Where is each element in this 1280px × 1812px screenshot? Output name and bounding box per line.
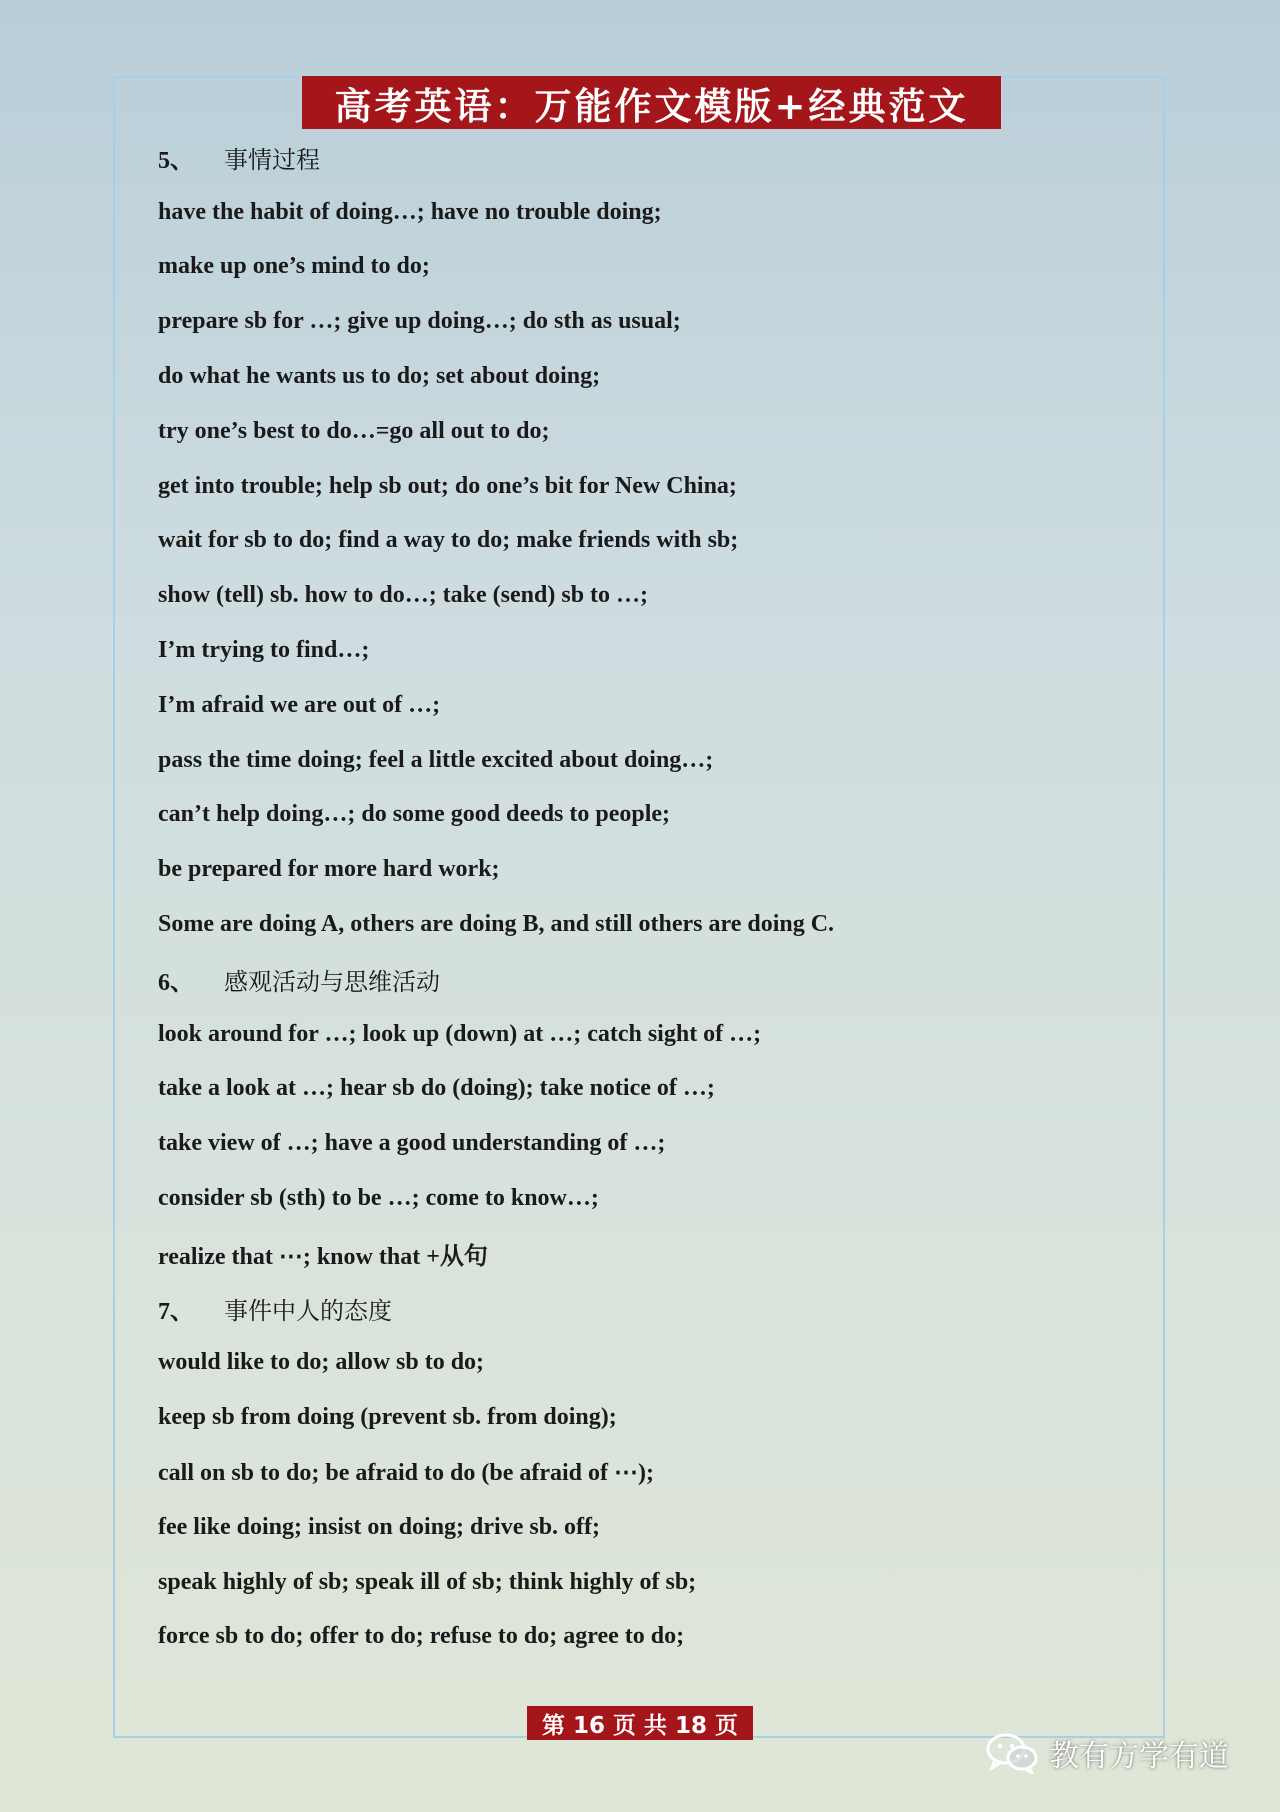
- phrase-line: would like to do; allow sb to do;: [158, 1349, 485, 1376]
- section-title: 事情过程: [224, 145, 320, 174]
- phrase-line: try one’s best to do…=go all out to do;: [158, 417, 550, 444]
- page-number-label: 第 16 页 共 18 页: [527, 1706, 753, 1740]
- phrase-line: I’m afraid we are out of …;: [158, 691, 441, 718]
- content-area: [158, 130, 1138, 1664]
- phrase-line: fee like doing; insist on doing; drive sb. off;: [158, 1513, 601, 1540]
- watermark-text: 教有方学有道: [1049, 1739, 1229, 1774]
- phrase-line: have the habit of doing…; have no trouble doing;: [158, 198, 662, 225]
- phrase-line: wait for sb to do; find a way to do; make friends with sb;: [158, 527, 739, 554]
- page-title: 高考英语：万能作文模版+经典范文: [302, 76, 1001, 129]
- section-title: 感观活动与思维活动: [224, 967, 440, 996]
- section-heading: [158, 1281, 1138, 1336]
- phrase-line: get into trouble; help sb out; do one’s bit for New China;: [158, 472, 737, 499]
- phrase-line: speak highly of sb; speak ill of sb; think highly of sb;: [158, 1568, 697, 1595]
- watermark: [985, 1728, 1229, 1778]
- phrase-line: call on sb to do; be afraid to do (be afraid of ⋯);: [158, 1460, 654, 1487]
- phrase-line: pass the time doing; feel a little excited about doing…;: [158, 746, 714, 773]
- phrase-line: do what he wants us to do; set about doing;: [158, 363, 601, 390]
- phrase-line: look around for …; look up (down) at …; catch sight of …;: [158, 1020, 762, 1047]
- phrase-line: I’m trying to find…;: [158, 637, 370, 664]
- section-number: 5、: [158, 147, 194, 174]
- phrase-line: Some are doing A, others are doing B, and still others are doing C.: [158, 911, 835, 938]
- section-number: 6、: [158, 969, 194, 996]
- section-heading: [158, 952, 1138, 1007]
- wechat-icon: [985, 1732, 1039, 1774]
- phrase-line: can’t help doing…; do some good deeds to people;: [158, 801, 671, 828]
- phrase-line: take view of …; have a good understanding of …;: [158, 1130, 666, 1157]
- section-heading: [158, 130, 1138, 185]
- phrase-line: show (tell) sb. how to do…; take (send) sb to …;: [158, 582, 649, 609]
- phrase-line: realize that ⋯; know that +从句: [158, 1243, 488, 1270]
- phrase-line: prepare sb for …; give up doing…; do sth as usual;: [158, 308, 681, 335]
- phrase-line: be prepared for more hard work;: [158, 856, 500, 883]
- section-number: 7、: [158, 1298, 194, 1325]
- phrase-line: make up one’s mind to do;: [158, 253, 430, 280]
- phrase-line: force sb to do; offer to do; refuse to do; agree to do;: [158, 1623, 685, 1650]
- section-title: 事件中人的态度: [224, 1296, 392, 1325]
- phrase-line: keep sb from doing (prevent sb. from doing);: [158, 1404, 617, 1431]
- phrase-line: consider sb (sth) to be …; come to know…;: [158, 1185, 599, 1212]
- phrase-line: take a look at …; hear sb do (doing); take notice of …;: [158, 1075, 715, 1102]
